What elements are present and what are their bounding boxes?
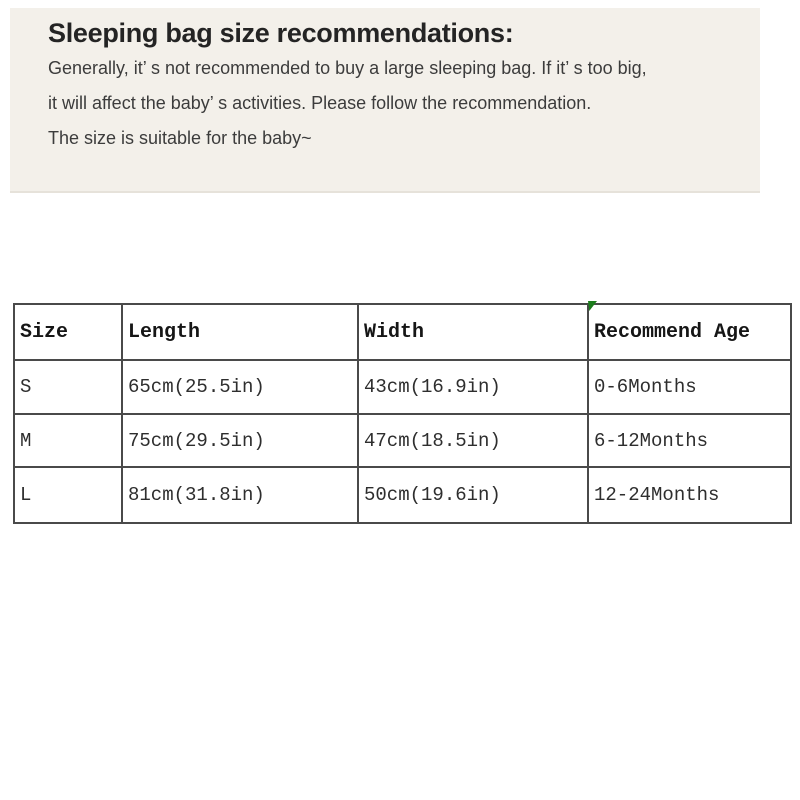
table-row xyxy=(14,467,791,523)
table-row xyxy=(14,414,791,467)
cell-length: 65cm(25.5in) xyxy=(122,360,358,414)
cell-width: 47cm(18.5in) xyxy=(358,414,588,467)
size-table xyxy=(13,303,792,524)
cell-size: L xyxy=(14,467,122,523)
table-header-row xyxy=(14,304,791,360)
cell-age: 6-12Months xyxy=(588,414,791,467)
cell-size: S xyxy=(14,360,122,414)
description-line-2: it will affect the baby’ s activities. Please follow the recommendation. xyxy=(48,93,592,113)
cell-length: 75cm(29.5in) xyxy=(122,414,358,467)
cell-age: 12-24Months xyxy=(588,467,791,523)
column-header-recommend-age: Recommend Age xyxy=(588,304,791,360)
cell-width: 50cm(19.6in) xyxy=(358,467,588,523)
page-title: Sleeping bag size recommendations: xyxy=(48,18,514,48)
cell-size: M xyxy=(14,414,122,467)
column-header-width: Width xyxy=(358,304,588,360)
cell-length: 81cm(31.8in) xyxy=(122,467,358,523)
info-panel xyxy=(10,8,760,193)
column-header-size: Size xyxy=(14,304,122,360)
column-header-length: Length xyxy=(122,304,358,360)
cell-width: 43cm(16.9in) xyxy=(358,360,588,414)
description-line-3: The size is suitable for the baby~ xyxy=(48,128,312,148)
cell-age: 0-6Months xyxy=(588,360,791,414)
description-line-1: Generally, it’ s not recommended to buy a large sleeping bag. If it’ s too big, xyxy=(48,58,647,78)
table-row xyxy=(14,360,791,414)
